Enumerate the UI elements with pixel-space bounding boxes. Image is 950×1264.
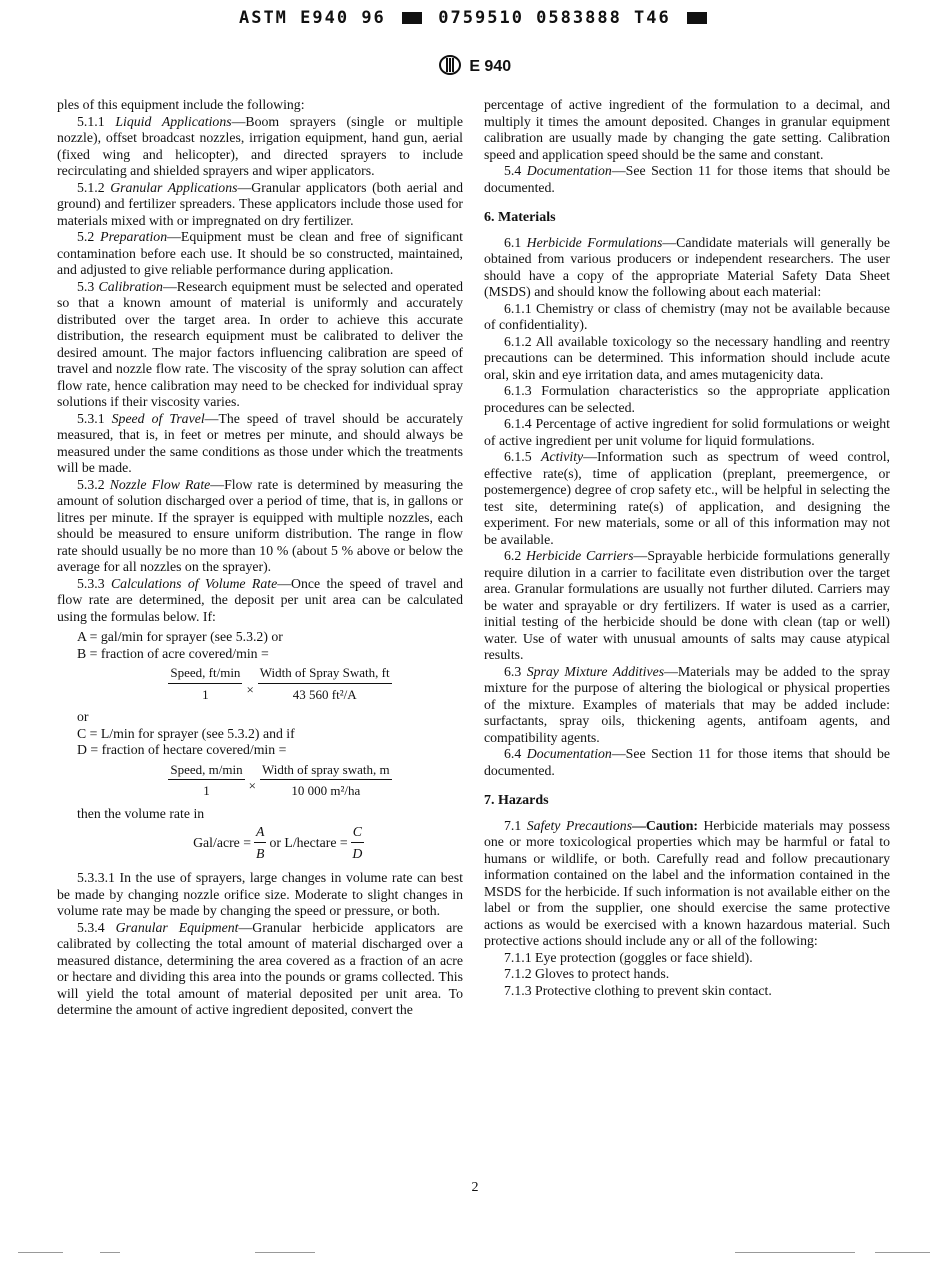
paragraph-5-3-4: 5.3.4 Granular Equipment—Granular herbicide applicators are calibrated by collecting the total amount of material discharged over a measured distance, determining the area covered as a fraction of an acre or hectare and dividing this area into the pounds or grams collected. This will yield the total amount of material deposited per unit area. To determine the amount of active ingredient deposited, convert the: [57, 919, 464, 1017]
section-heading-hazards: 7. Hazards: [484, 793, 549, 808]
paragraph: ples of this equipment include the following:: [57, 97, 305, 112]
equation-hectare-fraction: $\frac{\text{Speed, m/min}}{1}$ × $\frac{\text{Width of spray swath, m}}{\text{10 000 m²/ha}}$: [170, 761, 390, 798]
eq2-denominator-1: 1: [203, 783, 210, 798]
paragraph-6-1-3: 6.1.3 Formulation characteristics so the appropriate application procedures can be selected.: [484, 383, 890, 415]
paragraph-6-3: 6.3 Spray Mixture Additives—Materials may be added to the spray mixture for the purpose of altering the biological or physical properties of the mixture. Examples of materials that may be added include: surfactants, spray oils, thickening agents, antifoam agents, and compatibility agents.: [484, 663, 890, 745]
eq2-numerator-2: Width of spray swath, m: [260, 762, 392, 781]
paragraph-6-2: 6.2 Herbicide Carriers—Sprayable herbicide formulations generally require dilution in a carrier to facilitate even distribution over the target area. Granular formulations are usually not further diluted. Carriers may be water and sprayable or dry fertilizers. If water is used as a carrier, initial testing of the herbicide should be done with clean (tap or well) water. Use of water with unusual amounts of salts may cause atypical results.: [484, 548, 890, 662]
eq3-denominator-d: D: [352, 845, 363, 861]
paragraph-5-3-3: 5.3.3 Calculations of Volume Rate—Once the speed of travel and flow rate are determined, the deposit per unit area can be calculated using the formulas below. If:: [57, 575, 464, 624]
paragraph-6-4: 6.4 Documentation—See Section 11 for those items that should be documented.: [484, 746, 890, 778]
paragraph-continuation: percentage of active ingredient of the formulation to a decimal, and multiply it times the amount deposited. Changes in granular equipment calibration are usually made by changing the gate setting. Calibration speed and application speed should be the same and constant.: [484, 97, 890, 162]
eq3-middle: or L/hectare =: [269, 834, 348, 850]
eq3-left: Gal/acre =: [193, 834, 252, 850]
right-column: [484, 97, 890, 999]
left-column: [57, 97, 463, 1019]
section-heading-materials: 6. Materials: [484, 210, 556, 225]
paragraph-7-1-1: 7.1.1 Eye protection (goggles or face shield).: [504, 949, 753, 965]
variable-c-definition: C = L/min for sprayer (see 5.3.2) and if: [77, 725, 295, 741]
paragraph-5-2: 5.2 Preparation—Equipment must be clean and free of significant contamination before each use. It should be so constructed, maintained, and adjusted to give reliable performance during application.: [57, 229, 463, 277]
paragraph-6-1-5: 6.1.5 Activity—Information such as spectrum of weed control, effective rate(s), time of application (preplant, preemergence, or postemergence) degree of crop safety etc., will be helpful in selecting the test site, determining rate(s) of application, and designing the experiment. For new materials, some or all of this information may not be available.: [484, 449, 890, 547]
variable-a-definition: A = gal/min for sprayer (see 5.3.2) or: [77, 629, 283, 644]
eq3-numerator-c: C: [351, 824, 364, 843]
paragraph-5-1-1: 5.1.1 Liquid Applications—Boom sprayers (single or multiple nozzle), offset broadcast nozzles, irrigation equipment, hand gun, aerial (fixed wing and helicopter), and directed sprayers to include recirculating and shielded sprayers and wiper applicators.: [57, 113, 464, 178]
eq3-denominator-b: B: [256, 845, 265, 861]
paragraph-7-1-3: 7.1.3 Protective clothing to prevent skin contact.: [504, 982, 772, 998]
eq1-denominator-2: 43 560 ft²/A: [292, 686, 357, 702]
paragraph-5-3-2: 5.3.2 Nozzle Flow Rate—Flow rate is determined by measuring the amount of solution discharged over a period of time, that is, in gallons or litres per minute. If the sprayer is equipped with multiple nozzles, each should be measured to ensure uniform distribution. The range in flow rate should usually be no more than 10 % (about 5 % above or below the average for all nozzles on the sprayer).: [57, 476, 464, 574]
variable-d-definition: D = fraction of hectare covered/min =: [77, 742, 287, 757]
paragraph-6-1-2: 6.1.2 All available toxicology so the necessary handling and reentry precautions can be determined. This information should include acute oral, skin and eye irritation data, and ames mutagenicity data.: [484, 333, 890, 382]
header-code-part1: ASTM E940 96: [238, 8, 386, 28]
equation-acre-fraction: $\frac{\text{Speed, ft/min}}{1}$ × $\frac{\text{Width of Spray Swath, ft}}{\text{43 560 ft²/A}}$: [170, 665, 390, 702]
paragraph-6-1: 6.1 Herbicide Formulations—Candidate materials will generally be obtained from various producers or independent researchers. The user should have a copy of the appropriate Material Safety Data Sheet (MSDS) and should know the following about each material:: [484, 234, 890, 299]
variable-b-definition: B = fraction of acre covered/min =: [77, 645, 269, 661]
paragraph-5-1-2: 5.1.2 Granular Applications—Granular applicators (both aerial and ground) and fertilizer spreaders. These applicators include those used for materials mixed with or impregnated on dry fertilizer.: [57, 179, 463, 228]
header-block-mark: [687, 12, 707, 24]
document-header-code: [0, 8, 950, 28]
designation-title: [0, 55, 950, 76]
paragraph-7-1: 7.1 Safety Precautions—Caution: Herbicide materials may possess one or more toxicological properties which may be harmful or fatal to humans or wildlife, or both. Carefully read and follow precautionary information contained on the label and the information contained in the MSDS for the herbicide. If such information is not available either on the label or from the supplier, one should exercise the same protective actions as would be exercised with a known hazardous material. Such protective actions should include any or all of the following:: [484, 817, 890, 948]
eq2-numerator-1: Speed, m/min: [168, 762, 244, 781]
paragraph-5-4: 5.4 Documentation—See Section 11 for those items that should be documented.: [484, 163, 890, 195]
designation-number: E 940: [469, 58, 512, 75]
header-block-mark: [402, 12, 422, 24]
eq2-denominator-2: 10 000 m²/ha: [291, 783, 361, 798]
then-text: then the volume rate in: [77, 805, 205, 821]
astm-logo-icon: [439, 55, 461, 75]
paragraph-5-3-1: 5.3.1 Speed of Travel—The speed of travel should be accurately measured, that is, in feet or metres per minute, and should always be measured under the same conditions as those under which the treatments will be made.: [57, 410, 463, 475]
equation-volume-rate: [97, 824, 463, 862]
paragraph-5-3: 5.3 Calibration—Research equipment must be selected and operated so that a known amount of material is uniformly and accurately distributed over the target area. In order to achieve this accurate distribution, the research equipment must be calibrated to deliver the desired amount. The major factors influencing calibration are speed of travel and nozzle flow rate. The viscosity of the spray solution can affect flow rate, hence calibration may need to be checked for individual spray solutions if their viscosity varies.: [57, 278, 463, 409]
eq1-numerator-2: Width of Spray Swath, ft: [258, 665, 392, 684]
eq3-numerator-a: A: [254, 824, 266, 843]
paragraph-7-1-2: 7.1.2 Gloves to protect hands.: [504, 966, 670, 981]
eq1-numerator-1: Speed, ft/min: [168, 665, 242, 684]
paragraph-5-3-3-1: 5.3.3.1 In the use of sprayers, large changes in volume rate can best be made by changing nozzle orifice size. Moderate to slight changes in volume rate may be made by changing the speed or pressure, or both.: [57, 870, 463, 918]
eq1-denominator-1: 1: [202, 686, 209, 702]
paragraph-6-1-4: 6.1.4 Percentage of active ingredient for solid formulations or weight of active ingredient per unit volume for liquid formulations.: [484, 416, 890, 448]
page-number: 2: [471, 1180, 479, 1195]
or-text: or: [77, 709, 89, 724]
scan-artifact-lines: [0, 1252, 950, 1256]
header-code-part2: 0759510 0583888 T46: [438, 8, 671, 28]
paragraph-6-1-1: 6.1.1 Chemistry or class of chemistry (may not be available because of confidentiality).: [484, 300, 890, 332]
